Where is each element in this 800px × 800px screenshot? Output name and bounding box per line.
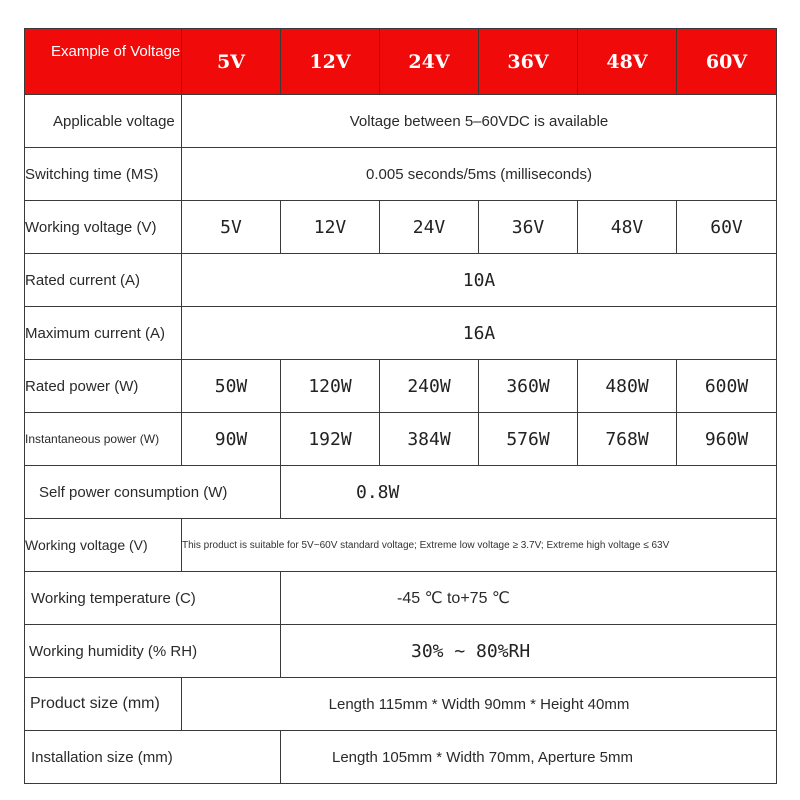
row-installation-size	[25, 731, 777, 784]
rated-power-cell: 600W	[677, 360, 777, 413]
working-voltage-cell: 24V	[380, 201, 479, 254]
row-instantaneous-power	[25, 413, 777, 466]
label-applicable-voltage: Applicable voltage	[25, 95, 182, 148]
header-voltage-24v: 24V	[380, 29, 479, 95]
label-instantaneous-power: Instantaneous power (W)	[25, 413, 182, 466]
label-rated-current: Rated current (A)	[25, 254, 182, 307]
label-working-humidity: Working humidity (% RH)	[25, 625, 281, 678]
value-maximum-current: 16A	[182, 307, 777, 360]
row-working-voltage	[25, 201, 777, 254]
value-applicable-voltage: Voltage between 5–60VDC is available	[182, 95, 777, 148]
label-working-voltage-note: Working voltage (V)	[25, 519, 182, 572]
label-switching-time: Switching time (MS)	[25, 148, 182, 201]
value-working-humidity: 30% ~ 80%RH	[281, 625, 777, 678]
rated-power-cell: 50W	[182, 360, 281, 413]
row-product-size	[25, 678, 777, 731]
label-self-power: Self power consumption (W)	[25, 466, 281, 519]
row-applicable-voltage	[25, 95, 777, 148]
working-voltage-cell: 48V	[578, 201, 677, 254]
rated-power-cell: 120W	[281, 360, 380, 413]
instantaneous-power-cell: 192W	[281, 413, 380, 466]
working-voltage-cell: 36V	[479, 201, 578, 254]
header-label: Example of Voltage	[25, 29, 182, 95]
header-voltage-5v: 5V	[182, 29, 281, 95]
instantaneous-power-cell: 90W	[182, 413, 281, 466]
working-voltage-cell: 60V	[677, 201, 777, 254]
header-voltage-60v: 60V	[677, 29, 777, 95]
row-working-humidity	[25, 625, 777, 678]
row-switching-time	[25, 148, 777, 201]
value-rated-current: 10A	[182, 254, 777, 307]
rated-power-cell: 360W	[479, 360, 578, 413]
value-working-temperature: -45 ℃ to+75 ℃	[281, 572, 777, 625]
working-voltage-cell: 12V	[281, 201, 380, 254]
value-working-voltage-note: This product is suitable for 5V~60V standard voltage; Extreme low voltage ≥ 3.7V; Extreme high voltage ≤ 63V	[182, 519, 777, 572]
row-self-power	[25, 466, 777, 519]
row-rated-power	[25, 360, 777, 413]
label-working-temperature: Working temperature (C)	[25, 572, 281, 625]
header-voltage-12v: 12V	[281, 29, 380, 95]
value-installation-size: Length 105mm * Width 70mm, Aperture 5mm	[281, 731, 777, 784]
value-switching-time: 0.005 seconds/5ms (milliseconds)	[182, 148, 777, 201]
label-working-voltage: Working voltage (V)	[25, 201, 182, 254]
header-voltage-48v: 48V	[578, 29, 677, 95]
instantaneous-power-cell: 576W	[479, 413, 578, 466]
rated-power-cell: 240W	[380, 360, 479, 413]
label-product-size: Product size (mm)	[25, 678, 182, 731]
row-rated-current	[25, 254, 777, 307]
row-maximum-current	[25, 307, 777, 360]
working-voltage-cell: 5V	[182, 201, 281, 254]
value-self-power: 0.8W	[281, 466, 777, 519]
row-working-temperature	[25, 572, 777, 625]
header-row	[25, 29, 777, 95]
header-voltage-36v: 36V	[479, 29, 578, 95]
instantaneous-power-cell: 384W	[380, 413, 479, 466]
label-maximum-current: Maximum current (A)	[25, 307, 182, 360]
spec-table	[24, 28, 777, 784]
value-product-size: Length 115mm * Width 90mm * Height 40mm	[182, 678, 777, 731]
instantaneous-power-cell: 768W	[578, 413, 677, 466]
label-rated-power: Rated power (W)	[25, 360, 182, 413]
instantaneous-power-cell: 960W	[677, 413, 777, 466]
label-installation-size: Installation size (mm)	[25, 731, 281, 784]
rated-power-cell: 480W	[578, 360, 677, 413]
row-working-voltage-note	[25, 519, 777, 572]
